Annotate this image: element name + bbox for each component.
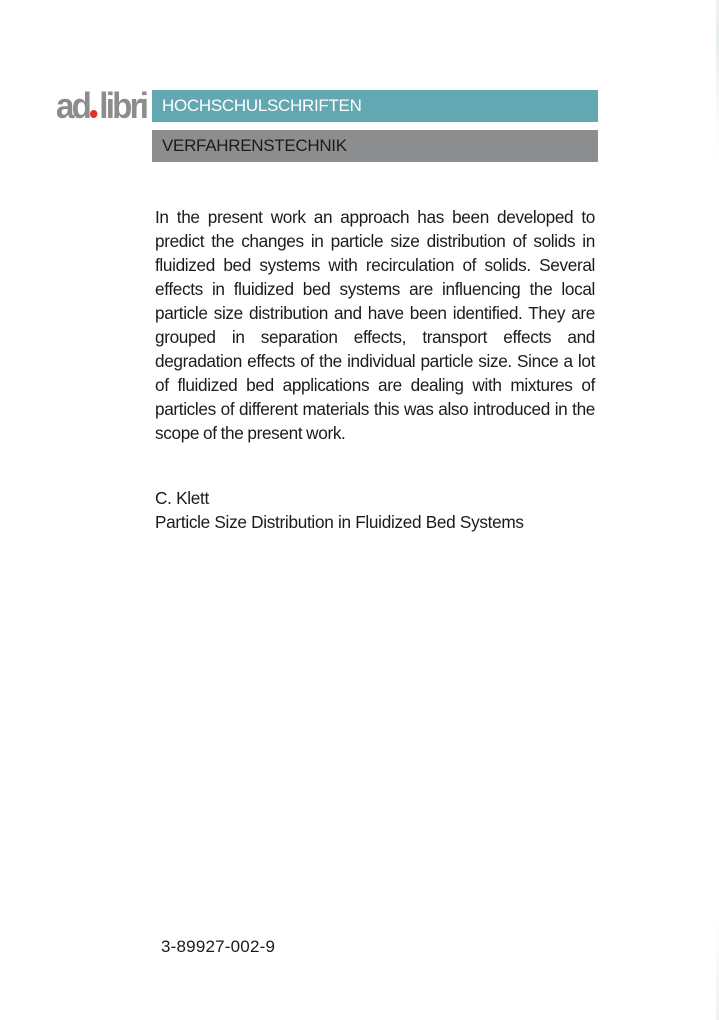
series-category-bar: HOCHSCHULSCHRIFTEN <box>152 90 598 122</box>
logo-text-ad: ad <box>56 85 90 126</box>
abstract-text: In the present work an approach has been developed to predict the changes in particle size distribution of solids in fluidized bed systems with recirculation of solids. Several effects in fluidized bed systems are influencing the local particle size distribution and have been identified. They are grouped in separation effects, transport effects and degradation effects of the individual particle size. Since a lot of fluidized bed applications are dealing with mixtures of particles of different materials this was also introduced in the scope of the present work. <box>155 207 595 443</box>
author-name: C. Klett <box>155 488 209 508</box>
book-title: Particle Size Distribution in Fluidized Bed Systems <box>155 512 524 532</box>
publisher-logo <box>56 85 147 126</box>
isbn-number: 3-89927-002-9 <box>161 937 276 956</box>
series-subcategory-bar: VERFAHRENSTECHNIK <box>152 130 598 162</box>
logo-dot-icon <box>90 110 97 118</box>
logo-text-libri: libri <box>99 85 147 126</box>
